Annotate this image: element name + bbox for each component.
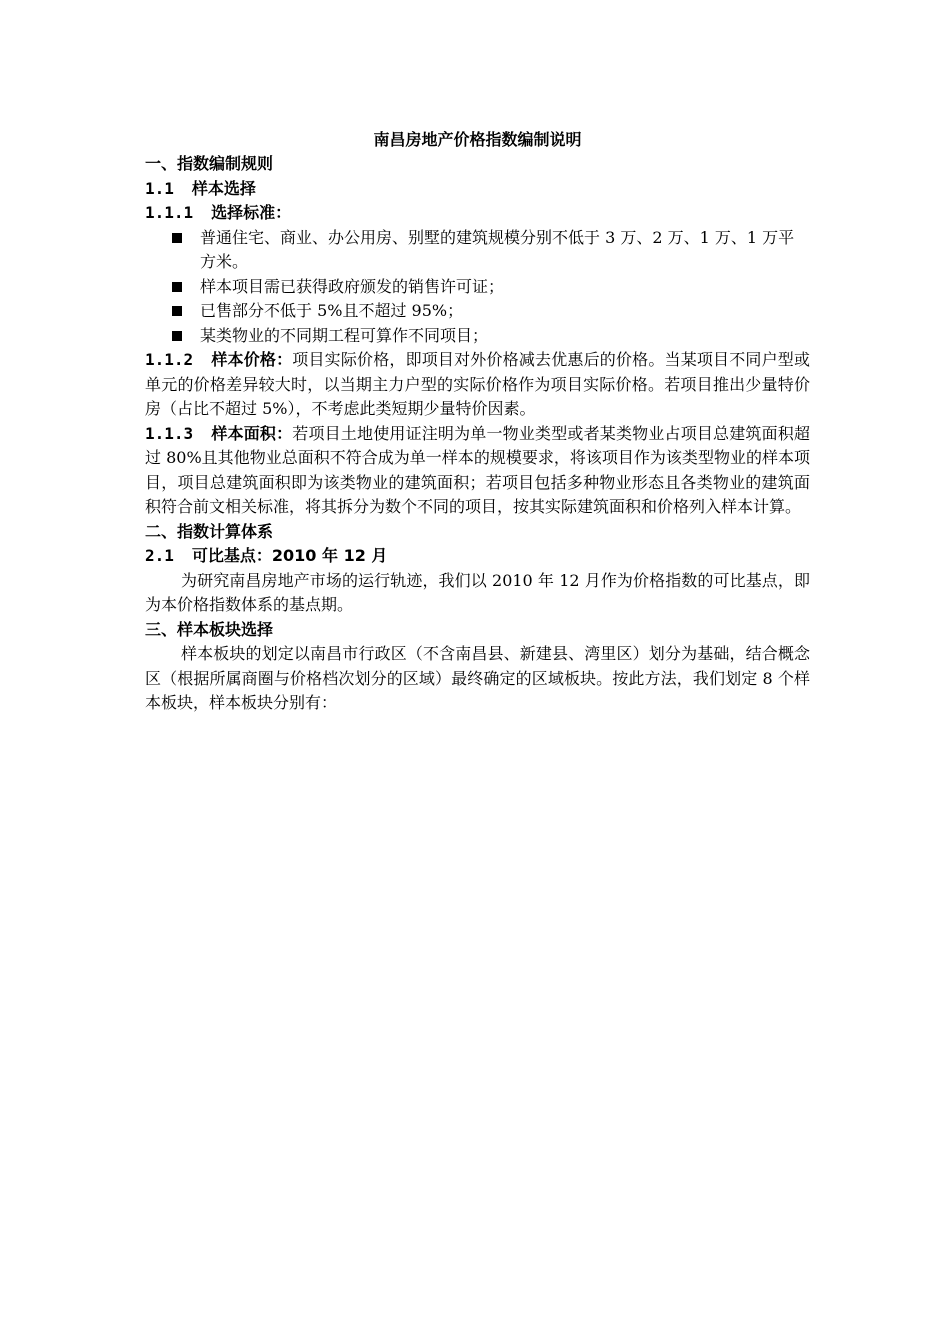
- list-item-text: 已售部分不低于 5%且不超过 95%；: [200, 301, 464, 320]
- subsection-2-1-heading: [145, 544, 810, 569]
- subsection-1-1-1-number: 1.1.1: [145, 203, 194, 222]
- subsection-1-1-number: 1.1: [145, 178, 174, 198]
- list-item: [172, 299, 810, 324]
- section-2-heading: 二、指数计算体系: [145, 521, 274, 541]
- square-bullet-icon: [172, 306, 182, 316]
- sample-blocks-paragraph: 样本板块的划定以南昌市行政区（不含南昌县、新建县、湾里区）划分为基础，结合概念区（根据所属商圈与价格档次划分的区域）最终确定的区域板块。按此方法，我们划定 8 个样本板块，样本板块分别有：: [145, 644, 810, 712]
- list-item: [172, 275, 810, 300]
- sample-area-label: 样本面积：: [211, 423, 293, 443]
- square-bullet-icon: [172, 282, 182, 292]
- section-3-heading: 三、样本板块选择: [145, 619, 274, 639]
- section-1-heading: 一、指数编制规则: [145, 154, 274, 173]
- subsection-1-1-1-heading: [145, 201, 810, 226]
- list-item: [172, 324, 810, 349]
- subsection-2-1-number: 2.1: [145, 546, 174, 565]
- list-item-text: 某类物业的不同期工程可算作不同项目；: [200, 325, 489, 345]
- subsection-1-1-2-number: 1.1.2: [145, 350, 194, 369]
- document-page: [145, 128, 810, 716]
- subsection-1-1-heading: [145, 177, 810, 202]
- subsection-2-1-title: 可比基点：2010 年 12 月: [191, 546, 388, 565]
- subsection-1-1-3-number: 1.1.3: [145, 423, 194, 443]
- sample-area-text: 若项目土地使用证注明为单一物业类型或者某类物业占项目总建筑面积超过 80%且其他物业总面积不符合成为单一样本的规模要求，将该项目作为该类型物业的样本项目，项目总建筑面积即为该类物业的建筑面积；若项目包括多种物业形态且各类物业的建筑面积符合前文相关标准，将其拆分为数个不同的项目，按其实际建筑面积和价格列入样本计算。: [145, 423, 810, 516]
- list-item-text: 样本项目需已获得政府颁发的销售许可证；: [200, 276, 505, 296]
- subsection-1-1-title: 样本选择: [191, 178, 256, 198]
- sample-price-text: 项目实际价格，即项目对外价格减去优惠后的价格。当某项目不同户型或单元的价格差异较大时，以当期主力户型的实际价格作为项目实际价格。若项目推出少量特价房（占比不超过 5%），不考虑此类短期少量特价因素。: [145, 350, 810, 418]
- list-item: [172, 226, 810, 275]
- sample-price-paragraph: [145, 348, 810, 422]
- selection-criteria-list: [145, 226, 810, 349]
- sample-area-paragraph: [145, 422, 810, 520]
- document-title: 南昌房地产价格指数编制说明: [373, 130, 582, 149]
- square-bullet-icon: [172, 331, 182, 341]
- list-item-text: 普通住宅、商业、办公用房、别墅的建筑规模分别不低于 3 万、2 万、1 万、1 万平方米。: [200, 227, 795, 271]
- sample-price-label: 样本价格：: [211, 350, 293, 369]
- subsection-1-1-1-title: 选择标准：: [211, 203, 292, 222]
- base-period-paragraph: 为研究南昌房地产市场的运行轨迹，我们以 2010 年 12 月作为价格指数的可比基点，即为本价格指数体系的基点期。: [145, 570, 810, 614]
- square-bullet-icon: [172, 233, 182, 243]
